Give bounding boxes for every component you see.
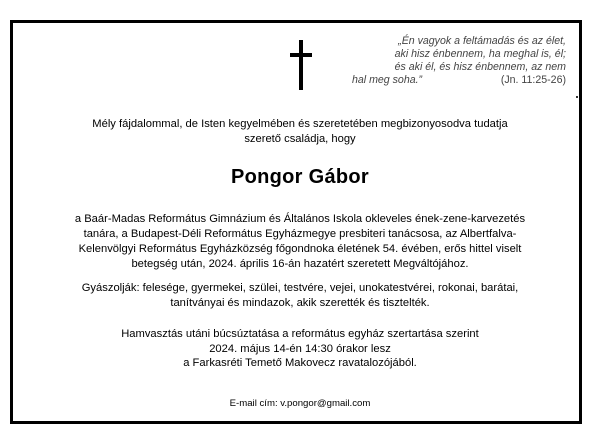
bio-line: a Baár-Madas Református Gimnázium és Általános Iskola okleveles ének-zene-karvezetés — [74, 213, 526, 225]
dot-mark — [576, 96, 578, 98]
quote-line: és aki él, és hisz énbennem, az nem — [394, 61, 566, 73]
funeral-line: Hamvasztás utáni búcsúztatása a református egyház szertartása szerint — [121, 328, 479, 340]
quote-line: hal meg soha.” — [352, 74, 423, 86]
mourners-line: tanítványai és mindazok, akik szerették és tisztelték. — [170, 296, 430, 309]
funeral-details — [40, 327, 560, 371]
cross-icon — [290, 40, 312, 90]
funeral-line: a Farkasréti Temető Makovecz ravatalozójából. — [183, 357, 417, 369]
quote-last-line — [344, 74, 566, 87]
bio-line: betegség után, 2024. április 16-án hazatért szeretett Megváltójához. — [131, 258, 469, 270]
bible-quote — [344, 35, 566, 87]
contact-email: E-mail cím: v.pongor@gmail.com — [229, 398, 371, 409]
quote-reference: (Jn. 11:25-26) — [500, 74, 566, 86]
biography-text — [40, 212, 560, 272]
bio-line: Kelenvölgyi Református Egyházközség főgondnoka életének 54. évében, erős hittel viselt — [78, 243, 522, 255]
bio-line: tanára, a Budapest-Déli Református Egyházmegye presbiteri tanácsosa, az Albertfalva- — [83, 228, 517, 240]
quote-line: „Én vagyok a feltámadás és az élet, — [398, 35, 566, 47]
quote-line: aki hisz énbennem, ha meghal is, él; — [394, 48, 566, 60]
mourners-line: Gyászolják: felesége, gyermekei, szülei, testvére, vejei, unokatestvérei, rokonai, barátai, — [81, 282, 519, 294]
deceased-name: Pongor Gábor — [230, 166, 370, 188]
funeral-line: 2024. május 14-én 14:30 órakor lesz — [209, 342, 391, 355]
mourners-text — [40, 281, 560, 310]
intro-line: szerető családja, hogy — [244, 132, 356, 145]
intro-line: Mély fájdalommal, de Isten kegyelmében és szeretetében megbizonyosodva tudatja — [92, 118, 508, 130]
intro-text — [20, 117, 580, 146]
